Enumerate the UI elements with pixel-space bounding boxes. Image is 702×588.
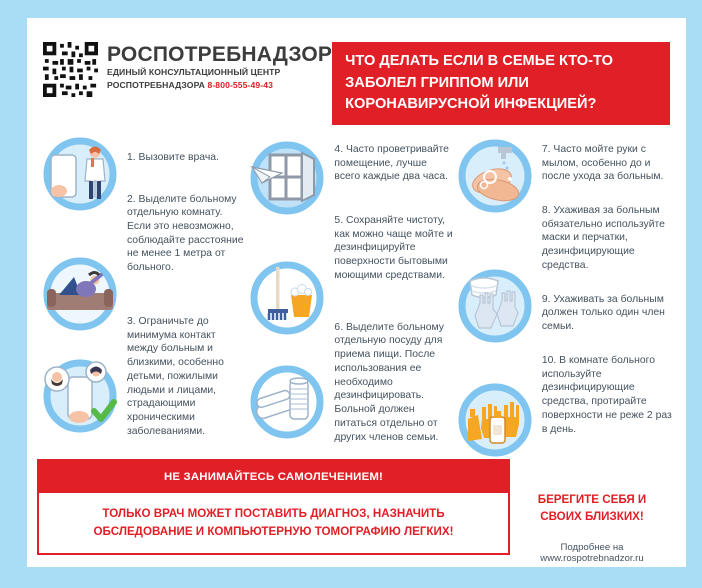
brand-subtitle-line1: ЕДИНЫЙ КОНСУЛЬТАЦИОННЫЙ ЦЕНТР <box>107 67 281 78</box>
open-window-airplane-icon <box>246 137 328 219</box>
brand-subtitle-line2 <box>107 80 332 92</box>
tips-column-1 <box>39 131 246 453</box>
poster-sheet <box>27 18 686 567</box>
sick-person-couch-icon <box>39 253 121 335</box>
mop-bucket-icon <box>246 257 328 339</box>
brand-text <box>107 42 332 97</box>
tip-8: 8. Ухаживая за больным обязательно используйте маски и перчатки, дезинфицирующие средства. <box>541 204 665 271</box>
warning-box <box>37 459 510 555</box>
brand-block <box>43 42 332 97</box>
mask-gloves-icon <box>454 265 536 347</box>
tips-texts-2 <box>334 131 453 444</box>
brand-title: РОСПОТРЕБНАДЗОР <box>107 43 333 66</box>
disposable-tableware-icon <box>246 361 328 443</box>
tip-4: 4. Часто проветривайте помещение, лучше всего каждые два часа. <box>334 143 449 183</box>
tips-grid <box>37 125 674 453</box>
washing-hands-icon <box>454 135 536 217</box>
disinfectant-gloves-icon <box>454 379 536 461</box>
tips-column-2 <box>246 131 453 453</box>
tip-10: 10. В комнате больного используйте дезинфицирующие средства, протирайте поверхности не реже 2 раз в день. <box>541 354 672 435</box>
warning-body: ТОЛЬКО ВРАЧ МОЖЕТ ПОСТАВИТЬ ДИАГНОЗ, НАЗНАЧИТЬ ОБСЛЕДОВАНИЕ И КОМПЬЮТЕРНУЮ ТОМОГРАФИЮ ЛЕГКИХ! <box>93 507 454 538</box>
tip-6: 6. Выделите больному отдельную посуду для приема пищи. После использования ее необходимо дезинфицировать. Больной должен питаться отдельно от других членов семьи. <box>334 321 444 443</box>
footer <box>37 459 674 564</box>
website-link: Подробнее на www.rospotrebnadzor.ru <box>540 541 644 564</box>
care-slogan: БЕРЕГИТЕ СЕБЯ И СВОИХ БЛИЗКИХ! <box>537 493 647 524</box>
hotline-phone-number: 8-800-555-49-43 <box>207 79 273 90</box>
tip-7: 7. Часто мойте руки с мылом, особенно до и после ухода за больным. <box>541 143 664 183</box>
tip-3: 3. Ограничьте до минимума контакт между больным и близкими, особенно детьми, пожилыми людьми и лицами, страдающими хроническими заболеваниями. <box>127 315 224 437</box>
doctor-phone-call-icon <box>39 133 121 215</box>
tip-2: 2. Выделите больному отдельную комнату. Если это невозможно, соблюдайте расстояние не менее 1 метра от больного. <box>127 193 244 274</box>
warning-title: НЕ ЗАНИМАЙТЕСЬ САМОЛЕЧЕНИЕМ! <box>39 461 508 493</box>
qr-code-icon <box>43 42 98 97</box>
tips-texts-1 <box>127 131 246 439</box>
footer-right <box>510 459 674 564</box>
tip-5: 5. Сохраняйте чистоту, как можно чаще мойте и дезинфицируйте поверхности бытовыми моющими средствами. <box>334 214 453 281</box>
tip-1: 1. Вызовите врача. <box>127 151 219 163</box>
tip-9: 9. Ухаживать за больным должен только один член семьи. <box>541 293 665 333</box>
title-banner: ЧТО ДЕЛАТЬ ЕСЛИ В СЕМЬЕ КТО-ТО ЗАБОЛЕЛ ГРИППОМ ИЛИ КОРОНАВИРУСНОЙ ИНФЕКЦИЕЙ? <box>332 42 670 125</box>
brand-subtitle-text: РОСПОТРЕБНАДЗОРА <box>107 79 205 90</box>
phone-contacts-check-icon <box>39 355 121 437</box>
tips-column-3 <box>454 131 674 453</box>
header <box>37 42 674 125</box>
tips-texts-3 <box>542 131 674 436</box>
